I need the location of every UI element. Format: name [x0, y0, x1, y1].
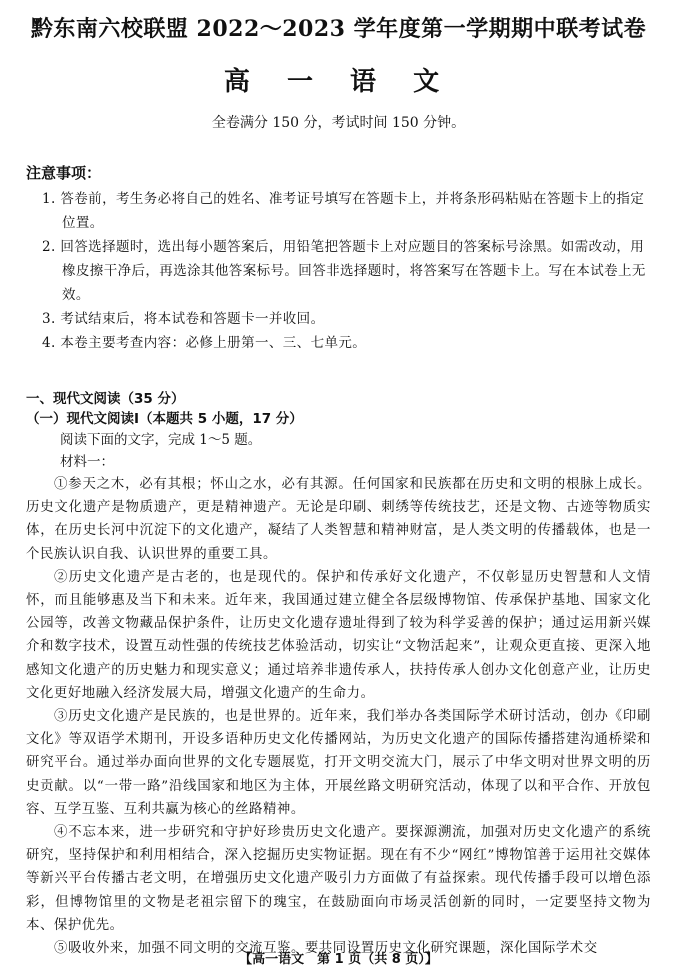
notice-item: 1. 答卷前，考生务必将自己的姓名、准考证号填写在答题卡上，并将条形码粘贴在答题卡上的指定位置。 [42, 191, 645, 231]
passage-paragraph: ②历史文化遗产是古老的，也是现代的。保护和传承好文化遗产，不仅彰显历史智慧和人文情怀，而且能够惠及当下和未来。近年来，我国通过建立健全各层级博物馆、传承保护基地、国家文化公园等，改善文物藏品保护条件，让历史文化遗存遗址得到了较为科学妥善的保护；通过运用新兴媒介和数字技术，设置互动性强的传统技艺体验活动，切实让“文物活起来”，让观众更直接、更深入地感知文化遗产的历史魅力和现实意义；通过培养非遗传承人，扶持传承人创办文化创意产业，让历史文化更好地融入经济发展大局，增强文化遗产的生命力。 [26, 569, 651, 701]
passage-paragraph: ①参天之木，必有其根；怀山之水，必有其源。任何国家和民族都在历史和文明的根脉上成长。历史文化遗产是物质遗产，更是精神遗产。无论是印刷、刺绣等传统技艺，还是文物、古迹等物质实体，在历史长河中沉淀下的文化遗产，凝结了人类智慧和精神财富，是人类文明的传播载体，也是一个民族认识自我、认识世界的重要工具。 [26, 477, 651, 562]
exam-title: 黔东南六校联盟 2022～2023 学年度第一学期期中联考试卷 [30, 16, 647, 42]
subject-title: 高 一 语 文 [223, 67, 454, 97]
score-info: 全卷满分 150 分，考试时间 150 分钟。 [211, 115, 466, 131]
exam-page [0, 12, 677, 975]
passage-paragraph: ③历史文化遗产是民族的，也是世界的。近年来，我们举办各类国际学术研讨活动，创办《印刷文化》等双语学术期刊，开设多语种历史文化传播网站，为历史文化遗产的国际传播搭建沟通桥梁和研究平台。通过举办面向世界的文化专题展览，打开文明交流大门，展示了中华文明对世界文明的历史贡献。以“一带一路”沿线国家和地区为主体，开展丝路文明研究活动，体现了以和平合作、开放包容、互学互鉴、互利共赢为核心的丝路精神。 [26, 709, 651, 817]
passage-paragraph: ④不忘本来，进一步研究和守护好珍贵历史文化遗产。要探源溯流，加强对历史文化遗产的系统研究，坚持保护和利用相结合，深入挖掘历史实物证据。现在有不少“网红”博物馆善于运用社交媒体等新兴平台传播古老文明，在增强历史文化遗产吸引力方面做了有益探索。现代传播手段可以增色添彩，但博物馆里的文物是老祖宗留下的瑰宝，在鼓励面向市场灵活创新的同时，一定要坚持文物为本、保护优先。 [26, 825, 651, 933]
subsection-heading: （一）现代文阅读Ⅰ（本题共 5 小题，17 分） [26, 411, 303, 427]
material-label: 材料一： [60, 454, 114, 470]
notice-list [26, 187, 651, 355]
notice-heading: 注意事项： [26, 164, 102, 182]
section-heading: 一、现代文阅读（35 分） [26, 391, 185, 407]
page-footer: 【高一语文 第 1 页（共 8 页）】 [239, 952, 438, 967]
passage-paragraph: ⑤吸收外来，加强不同文明的交流互鉴。要共同设置历史文化研究课题，深化国际学术交 [54, 941, 598, 957]
notice-item: 3. 考试结束后，将本试卷和答题卡一并收回。 [42, 311, 325, 327]
notice-item: 2. 回答选择题时，选出每小题答案后，用铅笔把答题卡上对应题目的答案标号涂黑。如需改动，用橡皮擦干净后，再选涂其他答案标号。回答非选择题时，将答案写在答题卡上。写在本试卷上无效。 [42, 239, 646, 303]
notice-item: 4. 本卷主要考查内容：必修上册第一、三、七单元。 [42, 335, 367, 351]
reading-instruction: 阅读下面的文字，完成 1～5 题。 [60, 432, 262, 448]
